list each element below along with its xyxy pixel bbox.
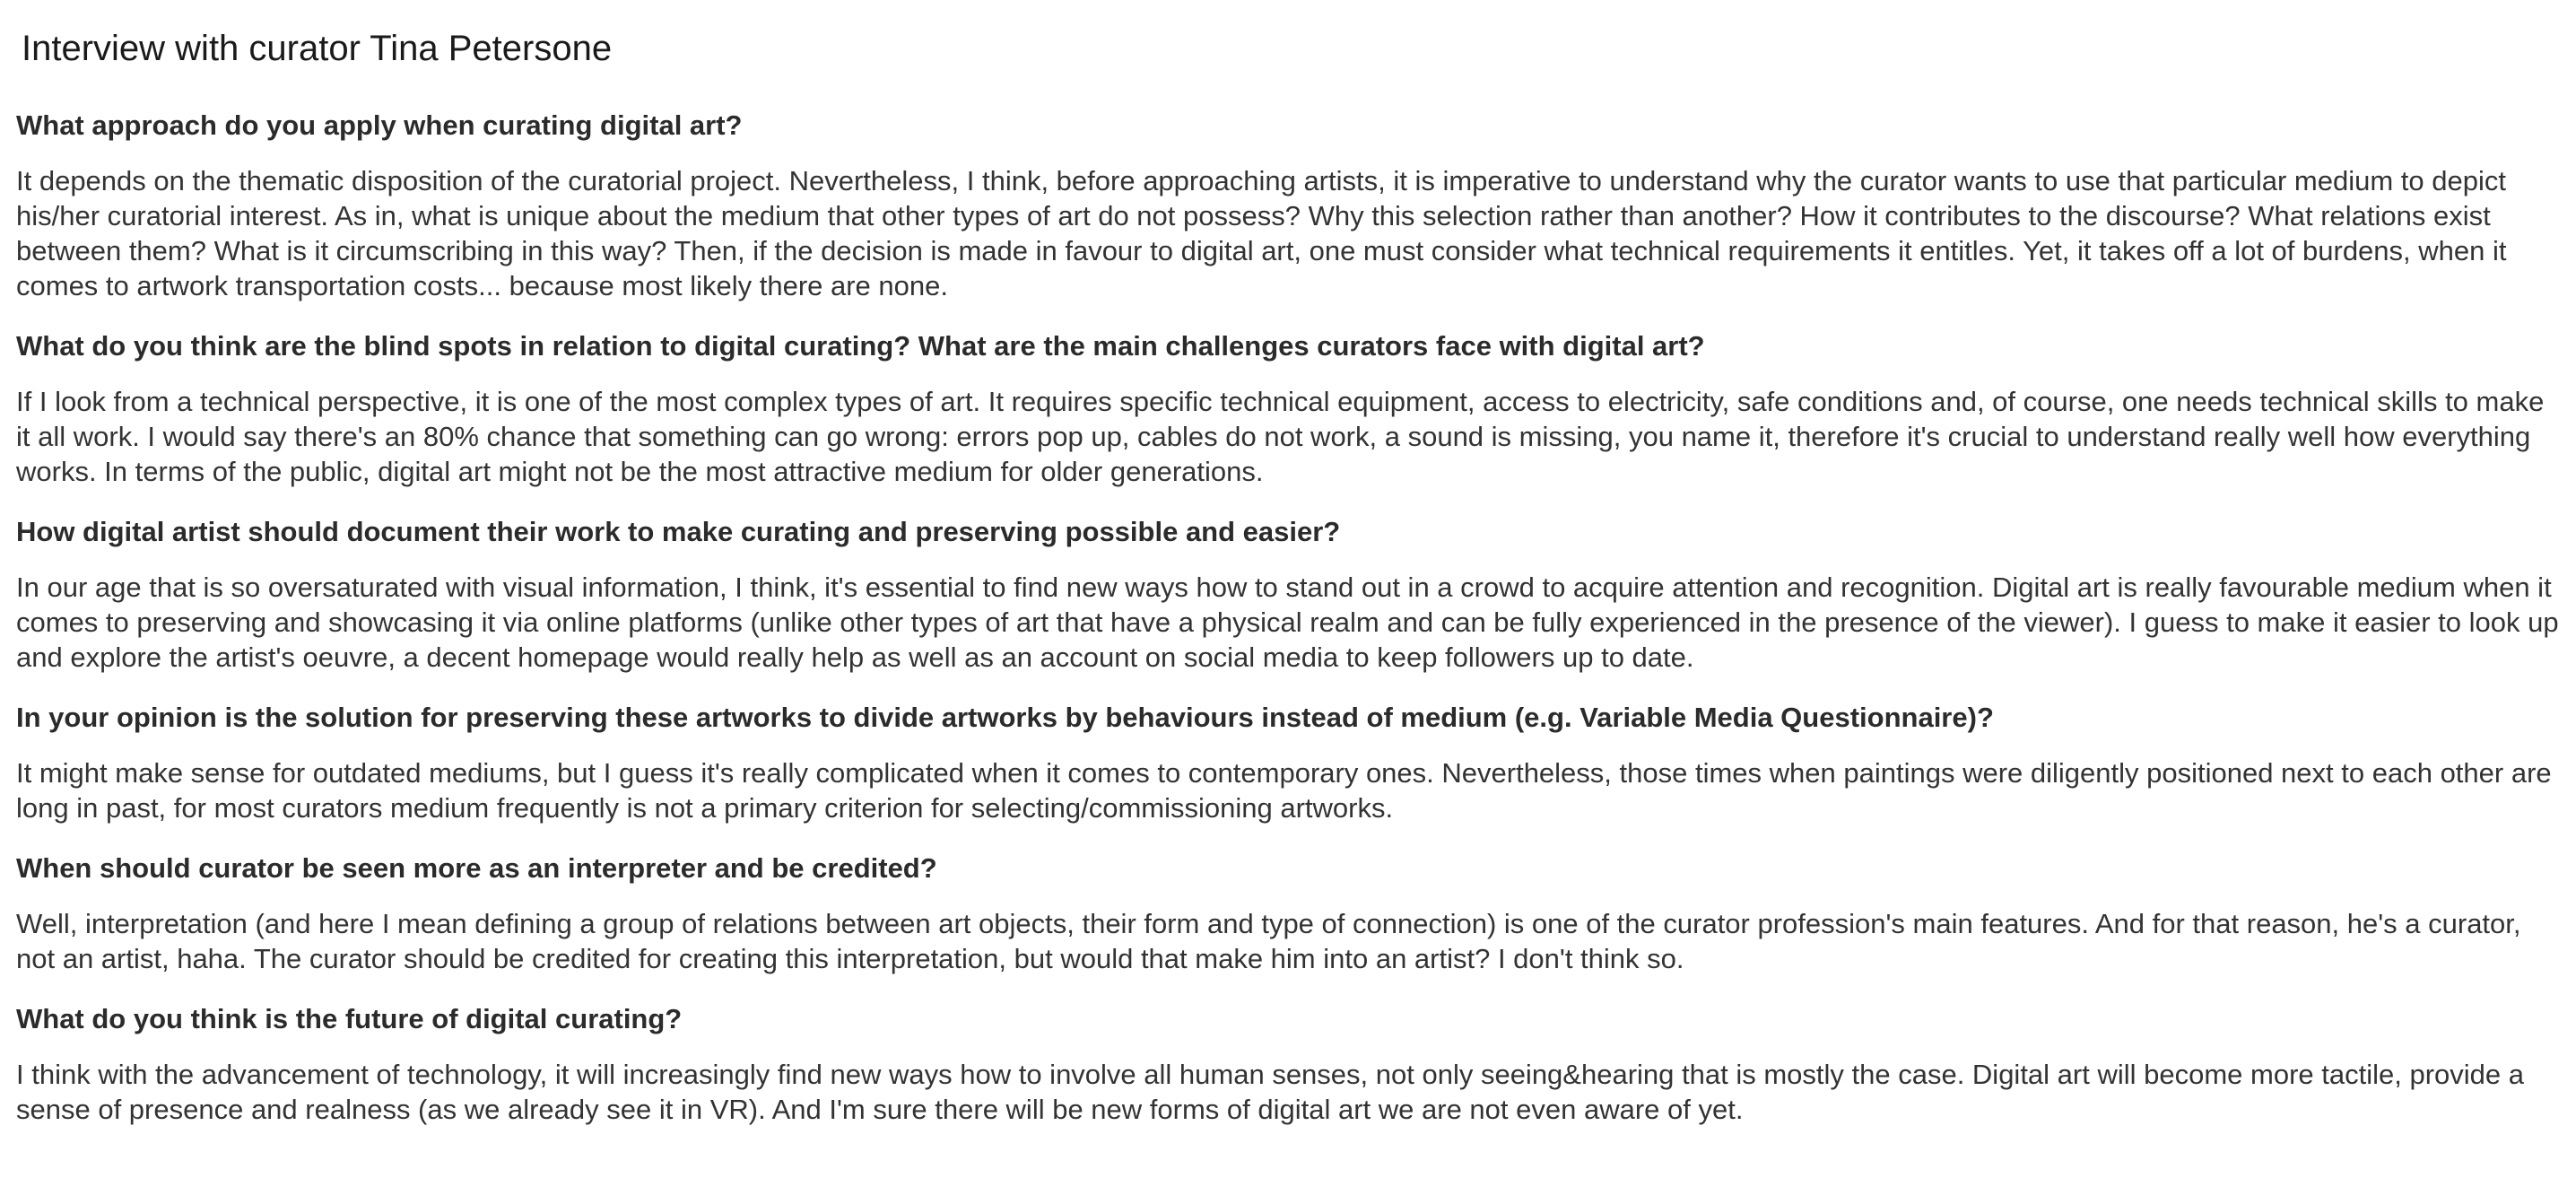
answer-3: In our age that is so oversaturated with visual information, I think, it's essential to find new ways how to stand out in a crowd to acquire attention and recognition. Digital art is really favourable medium when it comes to preserving and showcasing it via online platforms (unlike other types of art that have a physical realm and can be fully experienced in the presence of the viewer). I guess to make it easier to look up and explore the artist's oeuvre, a decent homepage would really help as well as an account on social media to keep followers up to date. — [16, 572, 2559, 673]
page-title: Interview with curator Tina Petersone — [22, 29, 613, 68]
qa-item-2 — [16, 328, 2565, 489]
answer-4: It might make sense for outdated mediums, but I guess it's really complicated when it comes to contemporary ones. Nevertheless, those times when paintings were diligently positioned next to each other are long in past, for most curators medium frequently is not a primary criterion for selecting/commissioning artworks. — [16, 757, 2552, 824]
question-4: In your opinion is the solution for preserving these artworks to divide artworks by behaviours instead of medium (e.g. Variable Media Questionnaire)? — [16, 702, 1994, 733]
answer-6: I think with the advancement of technology, it will increasingly find new ways how to involve all human senses, not only seeing&hearing that is mostly the case. Digital art will become more tactile, provide a sense of presence and realness (as we already see it in VR). And I'm sure there will be new forms of digital art we are not even aware of yet. — [16, 1059, 2524, 1125]
question-3: How digital artist should document their work to make curating and preserving possible and easier? — [16, 516, 1341, 547]
question-6: What do you think is the future of digital curating? — [16, 1003, 683, 1034]
question-1: What approach do you apply when curating digital art? — [16, 109, 743, 141]
qa-item-1 — [16, 108, 2565, 303]
qa-item-6 — [16, 1001, 2565, 1127]
qa-item-3 — [16, 514, 2565, 675]
question-5: When should curator be seen more as an interpreter and be credited? — [16, 852, 937, 884]
qa-item-4 — [16, 700, 2565, 825]
question-2: What do you think are the blind spots in relation to digital curating? What are the main challenges curators face with digital art? — [16, 330, 1705, 362]
answer-1: It depends on the thematic disposition of the curatorial project. Nevertheless, I think, before approaching artists, it is imperative to understand why the curator wants to use that particular medium to depict his/her curatorial interest. As in, what is unique about the medium that other types of art do not possess? Why this selection rather than another? How it contributes to the discourse? What relations exist between them? What is it circumscribing in this way? Then, if the decision is made in favour to digital art, one must consider what technical requirements it entitles. Yet, it takes off a lot of burdens, when it comes to artwork transportation costs... because most likely there are none. — [16, 165, 2507, 301]
qa-item-5 — [16, 851, 2565, 976]
answer-2: If I look from a technical perspective, it is one of the most complex types of art. It requires specific technical equipment, access to electricity, safe conditions and, of course, one needs technical skills to make it all work. I would say there's an 80% chance that something can go wrong: errors pop up, cables do not work, a sound is missing, you name it, therefore it's crucial to understand really well how everything works. In terms of the public, digital art might not be the most attractive medium for older generations. — [16, 386, 2545, 487]
answer-5: Well, interpretation (and here I mean defining a group of relations between art objects, their form and type of connection) is one of the curator profession's main features. And for that reason, he's a curator, not an artist, haha. The curator should be credited for creating this interpretation, but would that make him into an artist? I don't think so. — [16, 908, 2521, 974]
